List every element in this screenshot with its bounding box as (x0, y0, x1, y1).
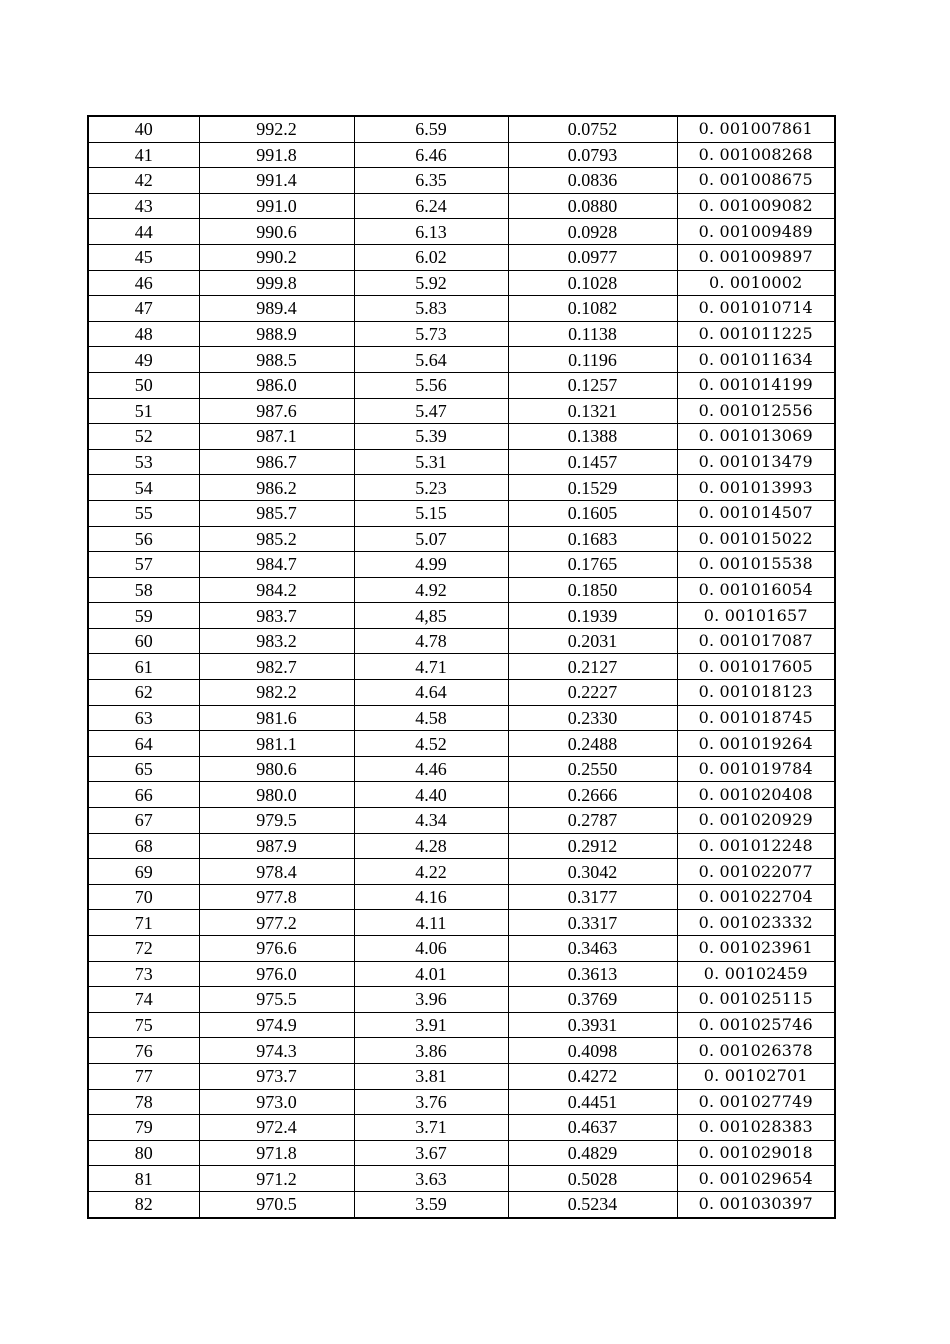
table-cell: 0.1196 (508, 347, 677, 373)
table-row (88, 1115, 835, 1141)
table-cell: 0. 001013993 (677, 475, 835, 501)
table-cell: 5.39 (354, 424, 508, 450)
table-cell: 69 (88, 859, 199, 885)
table-row (88, 270, 835, 296)
table-cell: 974.3 (199, 1038, 354, 1064)
table-cell: 59 (88, 603, 199, 629)
table-cell: 986.0 (199, 372, 354, 398)
table-row (88, 475, 835, 501)
table-cell: 6.24 (354, 193, 508, 219)
table-cell: 52 (88, 424, 199, 450)
table-cell: 0. 001014199 (677, 372, 835, 398)
table-row (88, 654, 835, 680)
table-row (88, 1191, 835, 1217)
table-cell: 987.9 (199, 833, 354, 859)
table-cell: 5.56 (354, 372, 508, 398)
table-cell: 988.9 (199, 321, 354, 347)
table-row (88, 884, 835, 910)
table-cell: 80 (88, 1140, 199, 1166)
table-row (88, 705, 835, 731)
table-cell: 0. 001026378 (677, 1038, 835, 1064)
table-row (88, 321, 835, 347)
table-cell: 6.59 (354, 116, 508, 142)
table-cell: 978.4 (199, 859, 354, 885)
table-cell: 75 (88, 1012, 199, 1038)
table-cell: 971.2 (199, 1166, 354, 1192)
table-cell: 55 (88, 500, 199, 526)
table-cell: 4.58 (354, 705, 508, 731)
table-cell: 81 (88, 1166, 199, 1192)
table-row (88, 1038, 835, 1064)
table-cell: 0.0977 (508, 244, 677, 270)
table-cell: 0.1683 (508, 526, 677, 552)
table-row (88, 808, 835, 834)
table-cell: 0. 001022704 (677, 884, 835, 910)
table-cell: 0. 001009489 (677, 219, 835, 245)
table-row (88, 833, 835, 859)
table-cell: 974.9 (199, 1012, 354, 1038)
table-row (88, 628, 835, 654)
table-cell: 4.99 (354, 552, 508, 578)
table-row (88, 756, 835, 782)
table-cell: 0. 001009897 (677, 244, 835, 270)
table-cell: 79 (88, 1115, 199, 1141)
table-cell: 3.91 (354, 1012, 508, 1038)
table-cell: 71 (88, 910, 199, 936)
table-cell: 0.5234 (508, 1191, 677, 1217)
table-cell: 77 (88, 1063, 199, 1089)
table-cell: 0. 001017605 (677, 654, 835, 680)
table-cell: 0. 001011225 (677, 321, 835, 347)
table-cell: 50 (88, 372, 199, 398)
table-cell: 63 (88, 705, 199, 731)
table-cell: 0. 001030397 (677, 1191, 835, 1217)
table-cell: 4.64 (354, 680, 508, 706)
table-row (88, 910, 835, 936)
table-row (88, 859, 835, 885)
table-cell: 981.6 (199, 705, 354, 731)
table-row (88, 1166, 835, 1192)
table-cell: 986.7 (199, 449, 354, 475)
table-cell: 5.07 (354, 526, 508, 552)
table-cell: 5.73 (354, 321, 508, 347)
table-cell: 989.4 (199, 296, 354, 322)
table-cell: 0.1529 (508, 475, 677, 501)
table-cell: 0. 00102701 (677, 1063, 835, 1089)
table-cell: 973.0 (199, 1089, 354, 1115)
table-cell: 4.40 (354, 782, 508, 808)
table-cell: 0.4637 (508, 1115, 677, 1141)
table-cell: 0.1082 (508, 296, 677, 322)
table-cell: 0.3463 (508, 936, 677, 962)
table-cell: 0. 001010714 (677, 296, 835, 322)
table-cell: 4.46 (354, 756, 508, 782)
table-cell: 982.7 (199, 654, 354, 680)
table-cell: 0.1388 (508, 424, 677, 450)
table-cell: 4.01 (354, 961, 508, 987)
table-cell: 47 (88, 296, 199, 322)
table-row (88, 526, 835, 552)
table-cell: 0. 001013069 (677, 424, 835, 450)
table-cell: 0. 001007861 (677, 116, 835, 142)
table-cell: 65 (88, 756, 199, 782)
table-cell: 973.7 (199, 1063, 354, 1089)
table-cell: 0.1850 (508, 577, 677, 603)
table-cell: 4.22 (354, 859, 508, 885)
table-cell: 0.2550 (508, 756, 677, 782)
table-row (88, 244, 835, 270)
table-cell: 0.1257 (508, 372, 677, 398)
table-cell: 984.7 (199, 552, 354, 578)
table-cell: 0.1605 (508, 500, 677, 526)
table-cell: 43 (88, 193, 199, 219)
table-cell: 4.52 (354, 731, 508, 757)
table-cell: 983.2 (199, 628, 354, 654)
table-cell: 0. 001019264 (677, 731, 835, 757)
table-cell: 0. 001019784 (677, 756, 835, 782)
table-cell: 68 (88, 833, 199, 859)
table-cell: 982.2 (199, 680, 354, 706)
table-cell: 0. 001018123 (677, 680, 835, 706)
table-cell: 57 (88, 552, 199, 578)
table-row (88, 987, 835, 1013)
table-cell: 3.86 (354, 1038, 508, 1064)
table-cell: 0. 00102459 (677, 961, 835, 987)
table-cell: 5.23 (354, 475, 508, 501)
table-cell: 72 (88, 936, 199, 962)
table-cell: 972.4 (199, 1115, 354, 1141)
table-cell: 981.1 (199, 731, 354, 757)
table-cell: 40 (88, 116, 199, 142)
table-cell: 979.5 (199, 808, 354, 834)
table-row (88, 680, 835, 706)
table-cell: 0.1321 (508, 398, 677, 424)
table-cell: 0.3317 (508, 910, 677, 936)
table-cell: 78 (88, 1089, 199, 1115)
table-cell: 0.3177 (508, 884, 677, 910)
table-cell: 0.3042 (508, 859, 677, 885)
table-cell: 976.6 (199, 936, 354, 962)
table-cell: 999.8 (199, 270, 354, 296)
table-cell: 51 (88, 398, 199, 424)
table-cell: 0. 001012248 (677, 833, 835, 859)
table-cell: 5.64 (354, 347, 508, 373)
table-cell: 0.2912 (508, 833, 677, 859)
table-cell: 980.0 (199, 782, 354, 808)
table-row (88, 347, 835, 373)
table-cell: 980.6 (199, 756, 354, 782)
table-row (88, 142, 835, 168)
table-cell: 0.0836 (508, 168, 677, 194)
table-cell: 992.2 (199, 116, 354, 142)
table-cell: 0.1939 (508, 603, 677, 629)
table-cell: 990.2 (199, 244, 354, 270)
table-cell: 0. 001008675 (677, 168, 835, 194)
table-cell: 0.2227 (508, 680, 677, 706)
table-cell: 976.0 (199, 961, 354, 987)
table-cell: 42 (88, 168, 199, 194)
table-cell: 0. 001025746 (677, 1012, 835, 1038)
table-row (88, 372, 835, 398)
table-cell: 60 (88, 628, 199, 654)
table-cell: 0. 001013479 (677, 449, 835, 475)
table-cell: 977.8 (199, 884, 354, 910)
table-cell: 3.71 (354, 1115, 508, 1141)
table-cell: 0.2787 (508, 808, 677, 834)
table-row (88, 1012, 835, 1038)
table-cell: 0.4272 (508, 1063, 677, 1089)
table-cell: 5.31 (354, 449, 508, 475)
table-cell: 3.63 (354, 1166, 508, 1192)
table-cell: 0.1138 (508, 321, 677, 347)
table-cell: 49 (88, 347, 199, 373)
table-cell: 0. 001012556 (677, 398, 835, 424)
table-cell: 0.4829 (508, 1140, 677, 1166)
table-cell: 82 (88, 1191, 199, 1217)
table-row (88, 603, 835, 629)
table-row (88, 1063, 835, 1089)
table-cell: 4.16 (354, 884, 508, 910)
table-cell: 54 (88, 475, 199, 501)
table-row (88, 168, 835, 194)
table-cell: 0.2031 (508, 628, 677, 654)
table-cell: 5.47 (354, 398, 508, 424)
table-cell: 73 (88, 961, 199, 987)
table-cell: 977.2 (199, 910, 354, 936)
table-row (88, 1089, 835, 1115)
table-cell: 0. 001009082 (677, 193, 835, 219)
table-cell: 67 (88, 808, 199, 834)
table-cell: 983.7 (199, 603, 354, 629)
table-row (88, 296, 835, 322)
table-cell: 0. 001023332 (677, 910, 835, 936)
table-cell: 53 (88, 449, 199, 475)
table-body (88, 116, 835, 1218)
table-cell: 971.8 (199, 1140, 354, 1166)
table-cell: 0. 0010002 (677, 270, 835, 296)
table-cell: 61 (88, 654, 199, 680)
table-cell: 6.02 (354, 244, 508, 270)
table-cell: 0. 001029654 (677, 1166, 835, 1192)
table-cell: 991.0 (199, 193, 354, 219)
table-cell: 986.2 (199, 475, 354, 501)
table-cell: 4.71 (354, 654, 508, 680)
table-cell: 0. 001029018 (677, 1140, 835, 1166)
table-cell: 0.0880 (508, 193, 677, 219)
table-cell: 0. 001027749 (677, 1089, 835, 1115)
table-row (88, 449, 835, 475)
table-cell: 6.35 (354, 168, 508, 194)
table-cell: 985.2 (199, 526, 354, 552)
table-cell: 76 (88, 1038, 199, 1064)
table-cell: 5.15 (354, 500, 508, 526)
table-cell: 45 (88, 244, 199, 270)
table-cell: 0.2488 (508, 731, 677, 757)
table-cell: 3.59 (354, 1191, 508, 1217)
table-cell: 70 (88, 884, 199, 910)
table-cell: 4.06 (354, 936, 508, 962)
table-cell: 0. 001020929 (677, 808, 835, 834)
table-cell: 0. 001023961 (677, 936, 835, 962)
table-row (88, 961, 835, 987)
table-cell: 0. 001018745 (677, 705, 835, 731)
table-cell: 0. 001028383 (677, 1115, 835, 1141)
table-cell: 0. 001017087 (677, 628, 835, 654)
table-row (88, 424, 835, 450)
table-row (88, 219, 835, 245)
table-cell: 0. 001011634 (677, 347, 835, 373)
table-cell: 3.67 (354, 1140, 508, 1166)
table-cell: 0. 001015538 (677, 552, 835, 578)
table-cell: 0. 00101657 (677, 603, 835, 629)
table-cell: 66 (88, 782, 199, 808)
table-cell: 64 (88, 731, 199, 757)
table-cell: 0. 001025115 (677, 987, 835, 1013)
table-cell: 988.5 (199, 347, 354, 373)
table-cell: 48 (88, 321, 199, 347)
table-cell: 984.2 (199, 577, 354, 603)
table-cell: 4.28 (354, 833, 508, 859)
table-cell: 990.6 (199, 219, 354, 245)
table-cell: 0.0928 (508, 219, 677, 245)
table-cell: 0.0752 (508, 116, 677, 142)
table-row (88, 936, 835, 962)
table-row (88, 552, 835, 578)
table-cell: 4.11 (354, 910, 508, 936)
table-cell: 4.34 (354, 808, 508, 834)
table-cell: 987.1 (199, 424, 354, 450)
table-cell: 0.4098 (508, 1038, 677, 1064)
table-cell: 0.3613 (508, 961, 677, 987)
table-cell: 62 (88, 680, 199, 706)
table-cell: 3.76 (354, 1089, 508, 1115)
table-cell: 970.5 (199, 1191, 354, 1217)
table-cell: 3.96 (354, 987, 508, 1013)
table-cell: 0.2330 (508, 705, 677, 731)
table-cell: 991.4 (199, 168, 354, 194)
table-cell: 0.5028 (508, 1166, 677, 1192)
table-cell: 0.3931 (508, 1012, 677, 1038)
table-cell: 0.2127 (508, 654, 677, 680)
table-row (88, 577, 835, 603)
table-cell: 0.4451 (508, 1089, 677, 1115)
table-cell: 0. 001020408 (677, 782, 835, 808)
table-cell: 4,85 (354, 603, 508, 629)
table-cell: 46 (88, 270, 199, 296)
table-row (88, 500, 835, 526)
table-cell: 58 (88, 577, 199, 603)
table-cell: 56 (88, 526, 199, 552)
table-row (88, 731, 835, 757)
table-row (88, 398, 835, 424)
table-row (88, 193, 835, 219)
table-cell: 985.7 (199, 500, 354, 526)
table-cell: 4.78 (354, 628, 508, 654)
table-cell: 3.81 (354, 1063, 508, 1089)
table-cell: 0.0793 (508, 142, 677, 168)
table-row (88, 782, 835, 808)
table-cell: 0. 001014507 (677, 500, 835, 526)
table-cell: 6.46 (354, 142, 508, 168)
table-cell: 74 (88, 987, 199, 1013)
table-cell: 0.1028 (508, 270, 677, 296)
table-cell: 41 (88, 142, 199, 168)
table-cell: 0.1765 (508, 552, 677, 578)
table-cell: 0. 001016054 (677, 577, 835, 603)
table-cell: 5.92 (354, 270, 508, 296)
table-cell: 0. 001008268 (677, 142, 835, 168)
table-cell: 0.1457 (508, 449, 677, 475)
table-cell: 44 (88, 219, 199, 245)
table-cell: 5.83 (354, 296, 508, 322)
table-cell: 0. 001015022 (677, 526, 835, 552)
table-cell: 975.5 (199, 987, 354, 1013)
table-cell: 991.8 (199, 142, 354, 168)
table-row (88, 1140, 835, 1166)
table-cell: 4.92 (354, 577, 508, 603)
table-cell: 0.2666 (508, 782, 677, 808)
table-cell: 6.13 (354, 219, 508, 245)
table-row (88, 116, 835, 142)
data-table (87, 115, 836, 1219)
table-cell: 0.3769 (508, 987, 677, 1013)
table-cell: 0. 001022077 (677, 859, 835, 885)
table-cell: 987.6 (199, 398, 354, 424)
